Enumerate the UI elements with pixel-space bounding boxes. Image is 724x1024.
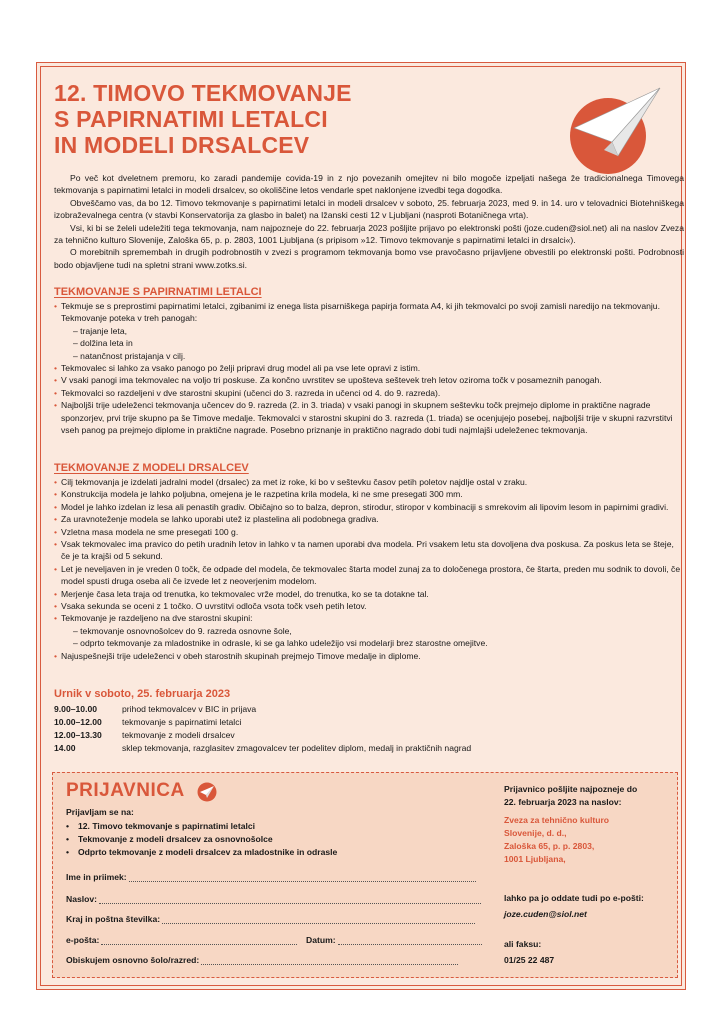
name-label: Ime in priimek: [66, 872, 127, 882]
intro-paragraph: O morebitnih spremembah in drugih podrobnostih v zvezi s programom tekmovanja bomo vse pravočasno prijavljene obvestili po elektronski pošti. Podrobnosti bodo objavljene tudi na spletni strani www.zotks.si. [54, 247, 684, 270]
form-subtitle: Prijavljam se na: [66, 807, 134, 817]
list-item: • Vsak tekmovalec ima pravico do petih uradnih letov in lahko v ta namen uporabi dva modela. Pri vsakem letu sta dovoljena dva poskusa. Za poskus leta se šteje, če je ta krajši od 5 sekund. [54, 538, 682, 563]
schedule-row [54, 716, 674, 729]
list-item: • Tekmovalec si lahko za vsako panogo po želji pripravi drug model ali pa vse lete opravi z istim. [54, 362, 682, 374]
address-line: Slovenije, d. d., [504, 828, 567, 838]
list-item-text: Tekmuje se s preprostimi papirnatimi letalci, zgibanimi iz enega lista pisarniškega papirja formata A4, ki jih tekmovalci po svoji zamisli naredijo na tekmovanju. Tekmovanje poteka v treh panogah: [61, 301, 660, 324]
list-item [54, 612, 682, 649]
list-item [54, 300, 682, 362]
send-text: Prijavnico pošljite najpozneje do [504, 784, 638, 794]
paper-plane-icon [197, 782, 217, 802]
name-input-line[interactable] [129, 872, 476, 882]
schedule-text: tekmovanje z modeli drsalcev [122, 730, 235, 740]
sub-item: – tekmovanje osnovnošolcev do 9. razreda osnovne šole, [73, 625, 682, 637]
schedule-row [54, 703, 674, 716]
section-drsalci-list [54, 476, 682, 662]
list-item: • Najboljši trije udeleženci tekmovanja učencev do 9. razreda (2. in 3. triada) v vsaki panogi in skupnem seštevku točk prejmejo diplome in praktične nagrade sponzorjev, prvi trije skupno pa še Timove medalje. Tekmovalci v starostni skupini do 3. razreda (1. triada) se ocenjujejo posebej, najboljši trije v skupni razvrstitvi vseh panog pa prejmejo diplome in praktične nagrade. Posebno priznanje in praktično nagrado dobi tudi najmlajši udeleženec tekmovanja. [54, 399, 682, 436]
address-line: Zveza za tehnično kulturo [504, 815, 610, 825]
schedule-row [54, 729, 674, 742]
email-label: e-pošta: [66, 935, 100, 945]
sub-item: – dolžina leta in [73, 337, 682, 349]
schedule-time: 10.00–12.00 [54, 717, 102, 727]
form-option[interactable]: • Odprto tekmovanje z modeli drsalcev za mladostnike in odrasle [66, 846, 466, 859]
list-item: • Vzletna masa modela ne sme presegati 100 g. [54, 526, 682, 538]
list-item: • Za uravnoteženje modela se lahko uporabi utež iz plastelina ali podobnega gradiva. [54, 513, 682, 525]
section-heading-drsalci: TEKMOVANJE Z MODELI DRSALCEV [54, 462, 249, 474]
city-input-line[interactable] [162, 914, 475, 924]
date-field[interactable] [306, 935, 482, 945]
sub-list [61, 325, 682, 362]
schedule-text: sklep tekmovanja, razglasitev zmagovalcev ter podelitev diplom, medalj in praktičnih nagrad [122, 743, 472, 753]
city-label: Kraj in poštna številka: [66, 914, 161, 924]
paper-plane-icon [568, 80, 664, 176]
address-line: 1001 Ljubljana, [504, 854, 566, 864]
address-line: Zaloška 65, p. p. 2803, [504, 841, 595, 851]
form-option[interactable]: • 12. Timovo tekmovanje s papirnatimi letalci [66, 820, 466, 833]
address-input-line[interactable] [99, 894, 481, 904]
send-instructions [504, 783, 637, 809]
list-item: • Konstrukcija modela je lahko poljubna, omejena je le razpetina krila modela, ki ne sme presegati 300 mm. [54, 488, 682, 500]
list-item: • Let je neveljaven in je vreden 0 točk, če odpade del modela, če tekmovalec štarta model zunaj za to določenega prostora, če štarta, preden mu sodnik to dovoli, če model spusti druga oseba ali če izvede let z neoverjenim modelom. [54, 563, 682, 588]
title-line-1: 12. TIMOVO TEKMOVANJE [54, 80, 352, 106]
schedule-heading: Urnik v soboto, 25. februarja 2023 [54, 688, 231, 700]
list-item: • Najuspešnejši trije udeleženci v obeh starostnih skupinah prejmejo Timove medalje in diplome. [54, 650, 682, 662]
sub-list [61, 625, 682, 650]
date-input-line[interactable] [338, 935, 482, 945]
list-item: • Merjenje časa leta traja od trenutka, ko tekmovalec vrže model, do trenutka, ko se ta dotakne tal. [54, 588, 682, 600]
sub-item: – natančnost pristajanja v cilj. [73, 350, 682, 362]
list-item: • Vsaka sekunda se oceni z 1 točko. O uvrstitvi odloča vsota točk vseh petih letov. [54, 600, 682, 612]
address-label: Naslov: [66, 894, 98, 904]
intro-text [54, 172, 684, 271]
fax-label: ali faksu: [504, 939, 542, 949]
intro-paragraph: Po več kot dveletnem premoru, ko zaradi pandemije covida-19 in z njo povezanih omejitev ni bilo mogoče izpeljati našega že tradicionalnega Timovega tekmovanja s papirnatimi letalci in modeli drsalcev, so okoliščine letos vendarle spet naklonjene izvedbi tega dogodka. [54, 173, 684, 196]
address-field[interactable] [66, 894, 481, 904]
form-option[interactable]: • Tekmovanje z modeli drsalcev za osnovnošolce [66, 833, 466, 846]
list-item: • V vsaki panogi ima tekmovalec na voljo tri poskuse. Za končno uvrstitev se upošteva seštevek treh letov oziroma točk v posameznih panogah. [54, 374, 682, 386]
intro-paragraph: Obveščamo vas, da bo 12. Timovo tekmovanje s papirnatimi letalci in modeli drsalcev v soboto, 25. februarja 2023, med 9. in 14. uro v telovadnici Biotehniškega izobraževalnega centra (v stavbi Konservatorija za glasbo in balet) na Ižanski cesti 12 v Ljubljani (nasproti Botaničnega vrta). [54, 197, 684, 221]
schedule-row [54, 742, 674, 755]
list-item: • Cilj tekmovanja je izdelati jadralni model (drsalec) za met iz roke, ki bo v seštevku časov petih poletov najdlje ostal v zraku. [54, 476, 682, 488]
postal-address [504, 814, 609, 866]
schedule-time: 12.00–13.30 [54, 730, 102, 740]
form-options [66, 820, 466, 859]
schedule [54, 703, 674, 755]
sub-item: – trajanje leta, [73, 325, 682, 337]
schedule-time: 14.00 [54, 743, 76, 753]
email-label-text: lahko pa jo oddate tudi po e-pošti: [504, 893, 644, 903]
send-text: 22. februarja 2023 na naslov: [504, 797, 622, 807]
contact-email[interactable]: joze.cuden@siol.net [504, 909, 587, 919]
schedule-text: prihod tekmovalcev v BIC in prijava [122, 704, 257, 714]
email-field[interactable] [66, 935, 297, 945]
date-label: Datum: [306, 935, 336, 945]
intro-paragraph: Vsi, ki bi se želeli udeležiti tega tekmovanja, nam najpozneje do 22. februarja 2023 pošljite prijavo po elektronski pošti (joze.cuden@siol.net) ali na naslov Zveza za tehnično kulturo Slovenije, Zaloška 65, p. p. 2803, 1001 Ljubljana (s pripisom »12. Timovo tekmovanje s papirnatimi letalci in drsalci«). [54, 222, 684, 246]
city-field[interactable] [66, 914, 475, 924]
schedule-time: 9.00–10.00 [54, 704, 98, 714]
section-heading-letalci: TEKMOVANJE S PAPIRNATIMI LETALCI [54, 286, 262, 298]
school-label: Obiskujem osnovno šolo/razred: [66, 955, 200, 965]
list-item-text: Tekmovanje je razdeljeno na dve starostni skupini: [61, 613, 253, 624]
title-line-3: IN MODELI DRSALCEV [54, 132, 310, 158]
title-line-2: S PAPIRNATIMI LETALCI [54, 106, 328, 132]
list-item: • Model je lahko izdelan iz lesa ali penastih gradiv. Običajno so to balza, depron, stirodur, stiropor v kombinaciji s smrekovim ali lipovim lesom in papirnimi gradivi. [54, 501, 682, 513]
school-field[interactable] [66, 955, 458, 965]
list-item: • Tekmovalci so razdeljeni v dve starostni skupini (učenci do 3. razreda in učenci od 4. do 9. razreda). [54, 387, 682, 399]
page-title [54, 80, 352, 158]
fax-number: 01/25 22 487 [504, 955, 555, 965]
email-input-line[interactable] [101, 935, 297, 945]
school-input-line[interactable] [201, 955, 458, 965]
sub-item: – odprto tekmovanje za mladostnike in odrasle, ki se ga lahko udeležijo vsi modelarji brez starostne omejitve. [73, 637, 682, 649]
name-field[interactable] [66, 872, 476, 882]
schedule-text: tekmovanje s papirnatimi letalci [122, 717, 242, 727]
form-title: PRIJAVNICA [66, 780, 185, 801]
email-instructions [504, 892, 644, 905]
section-letalci-list [54, 300, 682, 436]
